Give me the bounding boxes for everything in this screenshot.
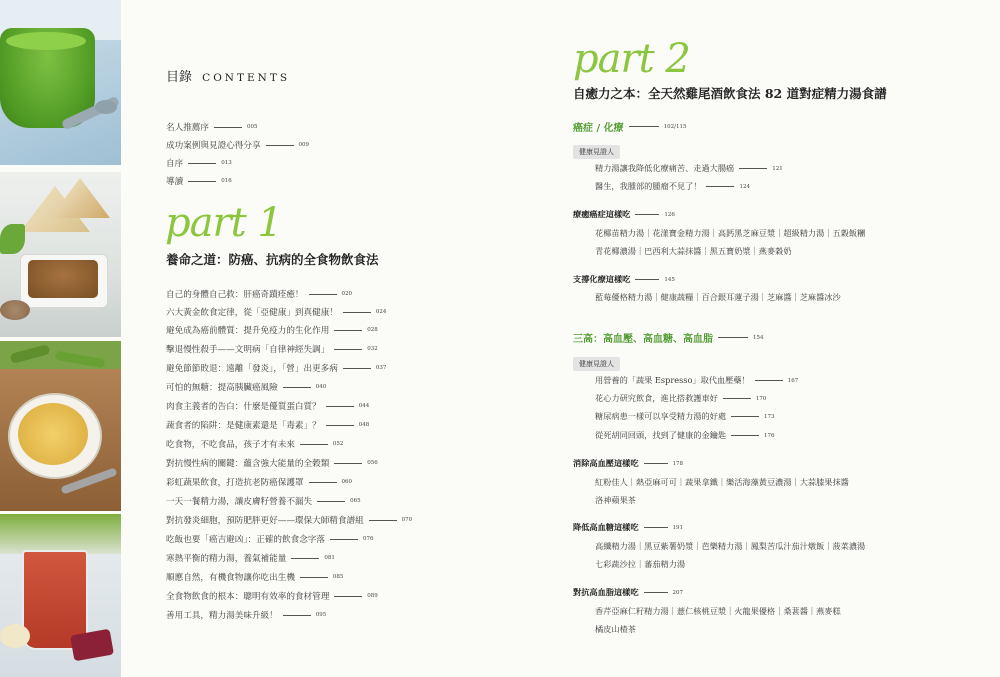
- toc-entry-label: 一天一餐精力湯，讓皮膚籽營養不漏失: [166, 497, 313, 507]
- part1-heading: part 1: [165, 200, 282, 246]
- toc-entry[interactable]: [166, 419, 369, 431]
- toc-entry-page: 040: [315, 384, 327, 390]
- toc-entry[interactable]: [595, 181, 750, 192]
- toc-entry-page: 095: [315, 612, 327, 618]
- toc-entry-label: 對抗發炎細胞，預防肥胖更好——環保大師精食譜組: [166, 516, 364, 526]
- contents-title-en: CONTENTS: [202, 72, 291, 84]
- toc-entry-label: 吃飯也要「癌吉避凶」：正確的飲食念字落: [166, 535, 325, 545]
- toc-entry-label: 醫生，我腫部的腫瘤不見了！: [595, 181, 702, 191]
- toc-entry-label: 導讀: [166, 177, 184, 187]
- toc-entry-label: 順應自然，有機食物讓你吃出生機: [166, 573, 295, 583]
- toc-entry-label: 蔬食者的陷阱：是健康素還是「毒素」？: [166, 421, 321, 431]
- toc-entry-label: 彩虹蔬果飲食，打造抗老防癌保護罩: [166, 478, 304, 488]
- section-title-label: 三高：高血壓、高血糖、高血脂: [573, 334, 713, 345]
- toc-entry[interactable]: [166, 381, 326, 393]
- toc-entry[interactable]: [166, 139, 309, 151]
- toc-entry[interactable]: [166, 571, 343, 583]
- toc-entry[interactable]: [166, 306, 386, 318]
- toc-entry-label: 肉食主義者的告白：什麼是優質蛋白質？: [166, 402, 321, 412]
- toc-entry-page: 005: [246, 124, 258, 130]
- toc-entry-page: 081: [324, 555, 335, 561]
- section-title-label: 癌症 / 化療: [573, 123, 624, 134]
- group-title[interactable]: [573, 458, 683, 469]
- toc-entry-label: 吃食物，不吃食品，孩子才有未來: [166, 440, 295, 450]
- toc-entry-page: 013: [221, 160, 232, 166]
- recipe-line[interactable]: 青花椰濃湯｜巴西利大蒜抹醬｜黑五寶奶漿｜燕麥穀奶: [595, 246, 792, 256]
- toc-entry-label: 糖尿病患一樣可以享受精力湯的好處: [595, 411, 727, 421]
- sandwich-photo: [0, 172, 121, 337]
- group-title-label: 療癒癌症這樣吃: [573, 209, 631, 219]
- part2-heading: part 2: [573, 36, 690, 82]
- toc-entry-page: 048: [358, 422, 370, 428]
- contents-title: [166, 66, 290, 85]
- toc-entry-label: 可怕的無糖：提高胰臟癌風險: [166, 383, 278, 393]
- toc-entry-page: 065: [350, 498, 361, 504]
- recipe-line[interactable]: 紅粉佳人｜熱亞麻可可｜蔬果拿鐵｜樂活海藻黃豆濃湯｜大蒜膝果抹醬: [595, 477, 849, 487]
- toc-entry[interactable]: [595, 430, 775, 441]
- toc-entry[interactable]: [166, 457, 378, 469]
- toc-entry-page: 037: [375, 365, 387, 371]
- okra-bowl-photo: [0, 341, 121, 511]
- recipe-line[interactable]: 花椰苗精力湯｜花漾寶金精力湯｜高鈣黑芝麻豆漿｜超級精力湯｜五穀飯糰: [595, 228, 866, 238]
- recipe-line[interactable]: 藍莓優格精力湯｜健康蔬糧｜百合銀耳蓮子湯｜芝麻醬｜芝麻醬冰沙: [595, 292, 841, 302]
- toc-entry-page: 176: [764, 432, 775, 439]
- toc-entry-page: 028: [367, 327, 378, 333]
- toc-entry-label: 成功案例與見證心得分享: [166, 141, 261, 151]
- toc-entry-label: 六大黃金飲食定律，從「亞健康」到真健康！: [166, 308, 338, 318]
- recipe-line[interactable]: 高纖精力湯｜黑豆紫薯奶漿｜芭樂精力湯｜鳳梨苦瓜汁茄汁燉飯｜菠菜濃湯: [595, 541, 866, 551]
- toc-entry-page: 173: [764, 413, 775, 420]
- group-title[interactable]: [573, 587, 683, 598]
- toc-entry-page: 167: [787, 377, 799, 384]
- part2-subtitle: 自癒力之本：全天然雞尾酒飲食法 82 道對症精力湯食譜: [573, 86, 887, 101]
- toc-entry[interactable]: [166, 157, 232, 169]
- toc-entry[interactable]: [166, 121, 257, 133]
- toc-entry-page: 056: [367, 460, 378, 466]
- photo-strip: [0, 0, 121, 677]
- toc-entry[interactable]: [166, 362, 386, 374]
- toc-entry-page: 070: [401, 517, 413, 523]
- contents-title-cn: 目錄: [166, 70, 193, 85]
- toc-entry[interactable]: [595, 163, 783, 174]
- testimonial-badge: 健康見證人: [573, 357, 620, 371]
- toc-entry[interactable]: [166, 609, 326, 621]
- section-title-three-highs[interactable]: [573, 330, 764, 345]
- group-title[interactable]: [573, 209, 675, 220]
- testimonial-badge: 健康見證人: [573, 145, 620, 159]
- toc-entry-label: 自序: [166, 159, 184, 169]
- toc-entry[interactable]: [595, 393, 766, 404]
- toc-entry-label: 對抗慢性病的關鍵：蘊含強大能量的全穀類: [166, 459, 330, 469]
- group-title-page: 145: [664, 276, 675, 283]
- toc-entry-page: 076: [362, 536, 374, 542]
- toc-entry-page: 044: [358, 403, 370, 409]
- toc-entry-page: 124: [739, 183, 750, 190]
- toc-entry[interactable]: [166, 343, 378, 355]
- group-title-page: 126: [664, 211, 675, 218]
- toc-entry-page: 060: [341, 479, 353, 485]
- toc-entry[interactable]: [166, 495, 361, 507]
- section-title-page: 102/115: [663, 123, 687, 130]
- toc-entry-label: 精力湯讓我降低化療痛苦、走過大腸癌: [595, 163, 735, 173]
- toc-entry-label: 花心力研究飲食，進比搭救護車好: [595, 393, 718, 403]
- group-title-label: 消除高血壓這樣吃: [573, 458, 639, 468]
- toc-entry[interactable]: [595, 375, 798, 386]
- toc-entry-page: 052: [332, 441, 344, 447]
- toc-entry-label: 從死胡同回頭，找到了健康的金鑰匙: [595, 430, 727, 440]
- toc-entry-page: 085: [332, 574, 344, 580]
- toc-entry-label: 自己的身體自己救：肝癌奇蹟痊癒！: [166, 290, 304, 300]
- toc-entry[interactable]: [166, 533, 373, 545]
- toc-entry-page: 024: [375, 309, 387, 315]
- toc-entry[interactable]: [166, 476, 352, 488]
- group-title-label: 降低高血糖這樣吃: [573, 522, 639, 532]
- toc-entry-label: 善用工具，精力湯美味升級！: [166, 611, 278, 621]
- toc-entry[interactable]: [166, 288, 352, 300]
- toc-entry[interactable]: [166, 552, 335, 564]
- group-title-page: 207: [672, 589, 684, 596]
- toc-entry[interactable]: [166, 514, 412, 526]
- toc-entry-page: 089: [367, 593, 378, 599]
- toc-entry-label: 避免成為癌前體質：提升免疫力的生化作用: [166, 326, 330, 336]
- toc-entry-label: 寒熱平衡的精力湯，養氣補能量: [166, 554, 287, 564]
- toc-entry-label: 名人推薦序: [166, 123, 209, 133]
- toc-entry[interactable]: [595, 411, 775, 422]
- red-juice-photo: [0, 514, 121, 677]
- group-title-page: 178: [672, 460, 684, 467]
- recipe-line[interactable]: 洛神蘋果茶: [595, 495, 636, 505]
- section-title-cancer[interactable]: [573, 119, 686, 134]
- part1-subtitle: 養命之道：防癌、抗病的全食物飲食法: [166, 252, 379, 267]
- green-smoothie-photo: [0, 0, 121, 165]
- toc-entry-page: 032: [367, 346, 378, 352]
- section-title-page: 154: [753, 334, 764, 341]
- toc-entry[interactable]: [166, 400, 369, 412]
- toc-entry-label: 避免節節敗退：遠離「發炎」，「營」出更多病: [166, 364, 338, 374]
- group-title-label: 對抗高血脂這樣吃: [573, 587, 639, 597]
- group-title[interactable]: [573, 522, 683, 533]
- group-title[interactable]: [573, 274, 675, 285]
- recipe-line[interactable]: 橘皮山楂茶: [595, 624, 636, 634]
- toc-entry-page: 121: [772, 165, 783, 172]
- toc-entry-label: 全食物飲食的根本：聰明有效率的食材管理: [166, 592, 330, 602]
- recipe-line[interactable]: 香芹亞麻仁籽精力湯｜薏仁核桃豆漿｜火龍果優格｜桑葚醬｜燕麥糕: [595, 606, 841, 616]
- toc-entry[interactable]: [166, 590, 378, 602]
- toc-entry[interactable]: [166, 438, 343, 450]
- toc-entry-page: 009: [298, 142, 310, 148]
- toc-entry-page: 020: [341, 291, 353, 297]
- toc-entry-label: 擊退慢性殺手——文明病「自律神經失調」: [166, 345, 330, 355]
- group-title-page: 191: [672, 524, 684, 531]
- toc-entry-page: 170: [755, 395, 767, 402]
- toc-entry-label: 用營養的「蔬果 Espresso」取代血壓藥！: [595, 375, 750, 385]
- toc-entry[interactable]: [166, 324, 378, 336]
- toc-entry[interactable]: [166, 175, 232, 187]
- toc-entry-page: 016: [221, 178, 232, 184]
- group-title-label: 支撐化療這樣吃: [573, 274, 631, 284]
- recipe-line[interactable]: 七彩蔬沙拉｜蕃茄精力湯: [595, 559, 686, 569]
